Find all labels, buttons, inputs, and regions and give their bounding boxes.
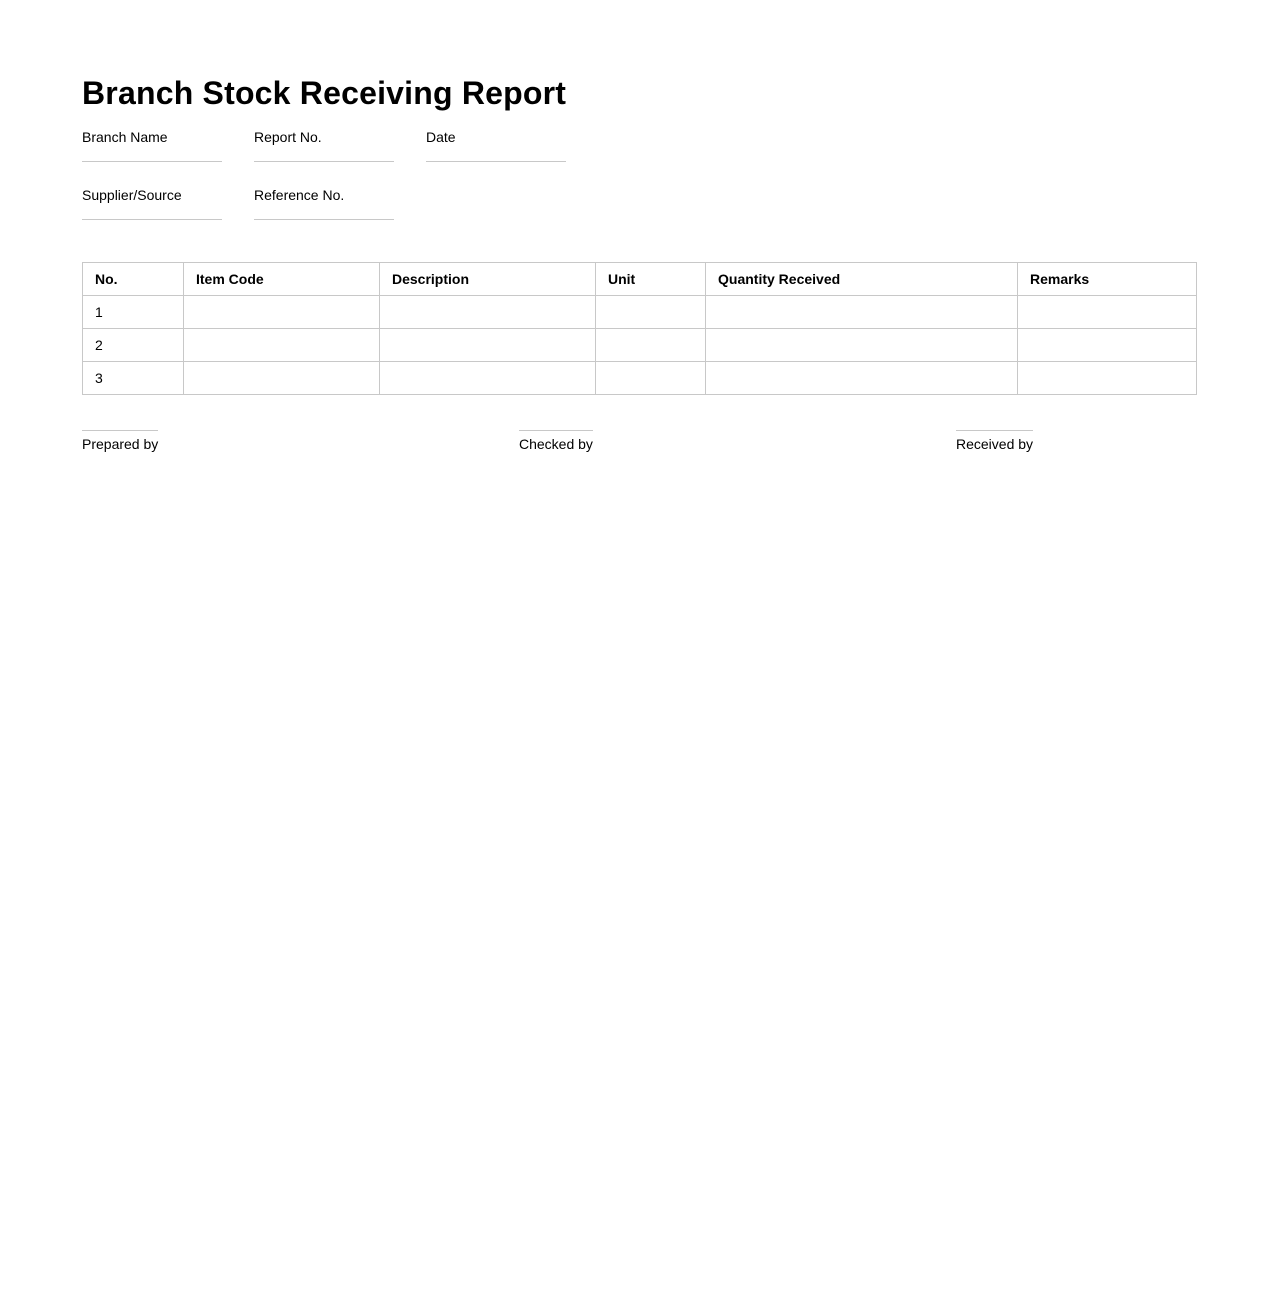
report-no-label: Report No.: [254, 129, 322, 145]
header-fields-row-2: [82, 187, 1196, 220]
supplier-source-label: Supplier/Source: [82, 187, 182, 203]
column-header-unit: Unit: [596, 263, 706, 296]
cell-quantity-received[interactable]: [706, 296, 1018, 329]
cell-remarks[interactable]: [1018, 362, 1197, 395]
cell-no: 1: [83, 296, 184, 329]
column-header-item-code: Item Code: [184, 263, 380, 296]
cell-item-code[interactable]: [184, 329, 380, 362]
cell-no: 3: [83, 362, 184, 395]
cell-quantity-received[interactable]: [706, 362, 1018, 395]
supplier-source-field[interactable]: [82, 187, 222, 220]
header-fields-row-1: [82, 129, 1196, 162]
reference-no-field[interactable]: [254, 187, 394, 220]
report-no-field[interactable]: [254, 129, 394, 162]
cell-remarks[interactable]: [1018, 329, 1197, 362]
branch-name-line[interactable]: [82, 161, 222, 162]
page-title: Branch Stock Receiving Report: [82, 75, 567, 111]
cell-item-code[interactable]: [184, 296, 380, 329]
table-row: [83, 329, 1197, 362]
cell-item-code[interactable]: [184, 362, 380, 395]
cell-no: 2: [83, 329, 184, 362]
cell-unit[interactable]: [596, 329, 706, 362]
table-header-row: [83, 263, 1197, 296]
column-header-remarks: Remarks: [1018, 263, 1197, 296]
items-table: [82, 262, 1197, 395]
supplier-source-line[interactable]: [82, 219, 222, 220]
checked-by-signature[interactable]: Checked by: [519, 430, 593, 452]
date-field[interactable]: [426, 129, 566, 162]
table-row: [83, 296, 1197, 329]
date-label: Date: [426, 129, 456, 145]
cell-remarks[interactable]: [1018, 296, 1197, 329]
cell-description[interactable]: [380, 362, 596, 395]
signature-section: [82, 430, 1196, 460]
cell-unit[interactable]: [596, 362, 706, 395]
reference-no-line[interactable]: [254, 219, 394, 220]
cell-quantity-received[interactable]: [706, 329, 1018, 362]
cell-unit[interactable]: [596, 296, 706, 329]
table-row: [83, 362, 1197, 395]
cell-description[interactable]: [380, 329, 596, 362]
column-header-description: Description: [380, 263, 596, 296]
report-no-line[interactable]: [254, 161, 394, 162]
column-header-quantity-received: Quantity Received: [706, 263, 1018, 296]
report-page: [82, 74, 1196, 460]
prepared-by-signature[interactable]: Prepared by: [82, 430, 158, 452]
date-line[interactable]: [426, 161, 566, 162]
column-header-no: No.: [83, 263, 184, 296]
branch-name-label: Branch Name: [82, 129, 168, 145]
cell-description[interactable]: [380, 296, 596, 329]
reference-no-label: Reference No.: [254, 187, 345, 203]
received-by-signature[interactable]: Received by: [956, 430, 1033, 452]
branch-name-field[interactable]: [82, 129, 222, 162]
